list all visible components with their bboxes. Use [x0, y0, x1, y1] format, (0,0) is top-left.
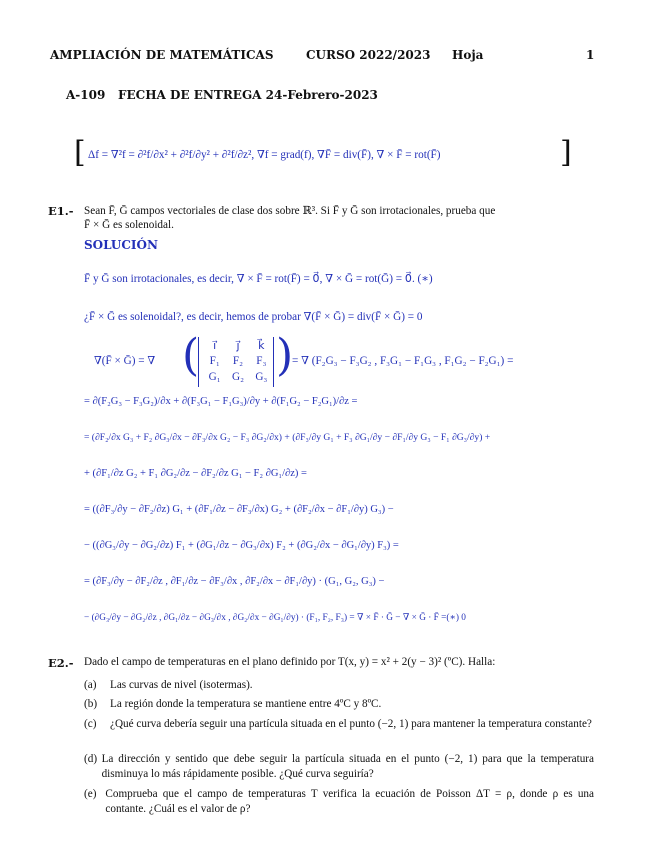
eq-7: = (∂F₃/∂y − ∂F₂/∂z , ∂F₁/∂z − ∂F₃/∂x , ∂F₂/∂x − ∂F₁/∂y) · (G₁, G₂, G₃) − — [84, 576, 385, 587]
eq-5: = ((∂F₃/∂y − ∂F₂/∂z) G₁ + (∂F₁/∂z − ∂F₃/∂x) G₂ + (∂F₂/∂x − ∂F₁/∂y) G₃) − — [84, 504, 394, 515]
det-cell: j⃗ — [236, 339, 240, 352]
item-text: La región donde la temperatura se mantiene entre 4ºC y 8ºC. — [110, 698, 382, 710]
list-item — [84, 752, 594, 782]
exercise-1-statement: Sean F̄, Ḡ campos vectoriales de clase dos sobre ℝ³. Si F̄ y Ḡ son irrotacionales, prueba que — [84, 205, 496, 217]
determinant-table — [203, 337, 273, 385]
list-item — [84, 787, 594, 817]
det-cell: F₂ — [232, 355, 244, 367]
list-item — [84, 679, 594, 691]
determinant-matrix — [198, 337, 274, 387]
formula-box: Δf = ∇²f = ∂²f/∂x² + ∂²f/∂y² + ∂²f/∂z², ∇f = grad(f), ∇F̄ = div(F̄), ∇ × F̄ = rot(F̄) — [88, 149, 441, 161]
det-cell: G₁ — [208, 371, 221, 383]
det-cell: k⃗ — [258, 339, 265, 352]
eq-8: − (∂G₃/∂y − ∂G₂/∂z , ∂G₁/∂z − ∂G₃/∂x , ∂G₂/∂x − ∂G₁/∂y) · (F₁, F₂, F₃) = ∇ × F̄ · Ḡ − ∇ × Ḡ · F̄ =(∗) 0 — [84, 613, 466, 623]
course-title: AMPLIACIÓN DE MATEMÁTICAS — [50, 48, 274, 62]
det-cell: F₁ — [209, 355, 220, 367]
list-item — [84, 698, 594, 710]
det-cell: F₃ — [256, 355, 267, 367]
exercise-2-label: E2.- — [48, 656, 74, 670]
exercise-2-statement: Dado el campo de temperaturas en el plano definido por T(x, y) = x² + 2(y − 3)² (ºC). Halla: — [84, 656, 496, 668]
solution-title: SOLUCIÓN — [84, 238, 158, 252]
det-cell: G₂ — [232, 371, 244, 383]
solution-line-2: ¿F̄ × Ḡ es solenoidal?, es decir, hemos de probar ∇(F̄ × Ḡ) = div(F̄ × Ḡ) = 0 — [84, 311, 423, 323]
item-label: (c) — [84, 718, 97, 730]
eq-1-rhs: = ∇ (F₂G₃ − F₃G₂ , F₃G₁ − F₁G₃ , F₁G₂ − F₂G₁) = — [292, 355, 514, 367]
det-cell: G₃ — [255, 371, 268, 383]
eq-3: = (∂F₂/∂x G₃ + F₂ ∂G₃/∂x − ∂F₃/∂x G₂ − F₃ ∂G₂/∂x) + (∂F₃/∂y G₁ + F₃ ∂G₁/∂y − ∂F₁/∂y G₃ − F₁ ∂G₃/∂y) + — [84, 432, 491, 443]
list-item — [84, 717, 594, 732]
eq-2: = ∂(F₂G₃ − F₃G₂)/∂x + ∂(F₃G₁ − F₁G₃)/∂y + ∂(F₁G₂ − F₂G₁)/∂z = — [84, 396, 358, 407]
item-text: La dirección y sentido que debe seguir la partícula situada en el punto (−2, 1) para que la temperatura disminuya lo más rápidamente posible. ¿Qué curva seguiría? — [101, 753, 594, 780]
item-label: (b) — [84, 698, 98, 710]
formula-bracket-left: [ — [74, 135, 86, 170]
item-text: ¿Qué curva debería seguir una partícula situada en el punto (−2, 1) para mantener la temperatura constante? — [110, 718, 592, 730]
item-text: Comprueba que el campo de temperaturas T verifica la ecuación de Poisson ΔT = ρ, donde ρ es una contante. ¿Cuál es el valor de ρ? — [105, 788, 594, 815]
item-label: (e) — [84, 788, 97, 800]
course-year: CURSO 2022/2023 — [306, 48, 431, 62]
eq-6: − ((∂G₃/∂y − ∂G₂/∂z) F₁ + (∂G₁/∂z − ∂G₃/∂x) F₂ + (∂G₂/∂x − ∂G₁/∂y) F₃) = — [84, 540, 399, 551]
exercise-1-statement-cont: F̄ × Ḡ es solenoidal. — [84, 219, 174, 231]
det-paren-left: ( — [182, 330, 200, 381]
item-label: (d) — [84, 753, 98, 765]
group-code: A-109 — [66, 88, 106, 102]
det-cell: i⃗ — [213, 339, 217, 352]
det-paren-right: ) — [276, 330, 294, 381]
item-label: (a) — [84, 679, 97, 691]
sheet-label: Hoja — [452, 48, 484, 62]
eq-4: + (∂F₁/∂z G₂ + F₁ ∂G₂/∂z − ∂F₂/∂z G₁ − F₂ ∂G₁/∂z) = — [84, 468, 307, 479]
eq-1-lhs: ∇(F̄ × Ḡ) = ∇ — [94, 355, 156, 367]
page-number: 1 — [586, 48, 595, 62]
item-text: Las curvas de nivel (isotermas). — [110, 679, 253, 691]
exercise-1-label: E1.- — [48, 204, 74, 218]
solution-line-1: F̄ y Ḡ son irrotacionales, es decir, ∇ × F̄ = rot(F̄) = 0⃗, ∇ × Ḡ = rot(Ḡ) = 0⃗. (∗) — [84, 273, 433, 285]
delivery-date: FECHA DE ENTREGA 24-Febrero-2023 — [118, 88, 378, 102]
formula-bracket-right: ] — [560, 135, 572, 170]
